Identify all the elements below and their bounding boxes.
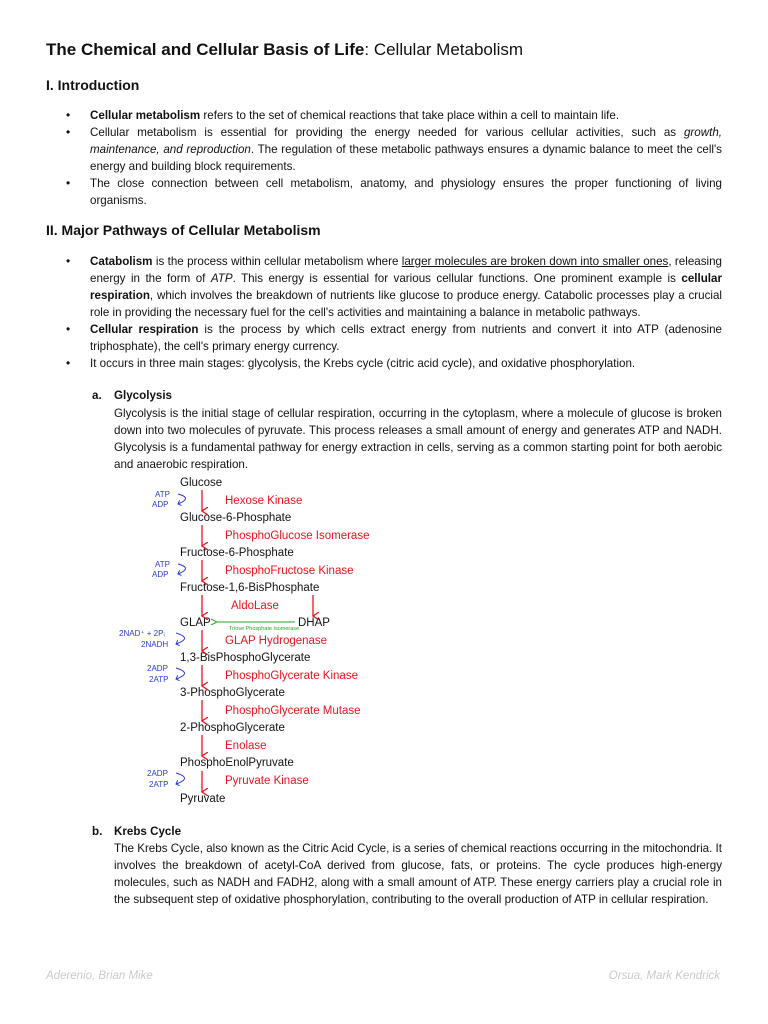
metabolite-label: PhosphoEnolPyruvate bbox=[180, 757, 294, 769]
metabolite-label: Glucose bbox=[180, 477, 223, 489]
metabolite-label: 1,3-BisPhosphoGlycerate bbox=[180, 652, 311, 664]
cofactor-label: 2NADH bbox=[141, 640, 169, 649]
enzyme-label: PhosphoGlycerate Mutase bbox=[225, 705, 361, 717]
cofactor-arrow bbox=[178, 564, 186, 574]
isomerase-label: Triose Phosphate Isomerase bbox=[229, 626, 300, 632]
cofactor-arrow bbox=[176, 633, 185, 644]
cofactor-arrows bbox=[176, 494, 186, 784]
intro-bullet-list bbox=[66, 107, 722, 209]
enzyme-label: GLAP Hydrogenase bbox=[225, 635, 328, 647]
cofactor-arrow bbox=[178, 494, 186, 504]
cofactor-label: ADP bbox=[152, 570, 169, 579]
krebs-paragraph: The Krebs Cycle, also known as the Citric Acid Cycle, is a series of chemical reactions occurring in the mitochondria. It involves the breakdown of acetyl-CoA derived from glucose, fats, or proteins. The cycle produces high-energy molecules, such as NADH and FADH2, along with a small amount of ATP. These energy carriers play a crucial role in the subsequent step of oxidative phosphorylation, contributing to the overall production of ATP in cellular respiration. bbox=[114, 842, 722, 906]
cofactor-label: 2ATP bbox=[149, 780, 169, 789]
cofactor-label: ADP bbox=[152, 500, 169, 509]
cofactor-arrow bbox=[176, 773, 185, 784]
page-title: The Chemical and Cellular Basis of Life: Cellular Metabolism bbox=[46, 40, 524, 59]
subheading-krebs-cycle: b. Krebs Cycle bbox=[92, 825, 182, 838]
metabolite-label: Glucose-6-Phosphate bbox=[180, 512, 292, 524]
list-item: • The close connection between cell metabolism, anatomy, and physiology ensures the proper functioning of living organisms. bbox=[66, 175, 722, 209]
section-heading-pathways: II. Major Pathways of Cellular Metabolism bbox=[46, 222, 321, 238]
metabolite-label: Fructose-1,6-BisPhosphate bbox=[180, 582, 320, 594]
section-heading-introduction: I. Introduction bbox=[46, 77, 140, 93]
list-item: • It occurs in three main stages: glycolysis, the Krebs cycle (citric acid cycle), and oxidative phosphorylation. bbox=[66, 355, 722, 372]
enzyme-label: Pyruvate Kinase bbox=[225, 775, 309, 787]
enzyme-label: Hexose Kinase bbox=[225, 495, 303, 507]
metabolite-label: DHAP bbox=[298, 617, 330, 629]
glycolysis-pathway-diagram bbox=[0, 470, 768, 810]
enzyme-label: PhosphoGlucose Isomerase bbox=[225, 530, 370, 542]
enzyme-label: Enolase bbox=[225, 740, 267, 752]
cofactor-label: 2ADP bbox=[147, 664, 168, 673]
metabolite-label: GLAP bbox=[180, 617, 211, 629]
cofactor-label: ATP bbox=[155, 490, 170, 499]
footer-author-left: Aderenio, Brian Mike bbox=[46, 970, 153, 982]
glycolysis-paragraph: Glycolysis is the initial stage of cellular respiration, occurring in the cytoplasm, where a molecule of glucose is broken down into two molecules of pyruvate. This process releases a small amount of energy and generates ATP and NADH. Glycolysis is a fundamental pathway for energy extraction in cells, serving as a common starting point for both aerobic and anaerobic respiration. bbox=[114, 407, 722, 471]
metabolite-label: Fructose-6-Phosphate bbox=[180, 547, 294, 559]
cofactor-label: 2NAD⁺ + 2Pᵢ bbox=[119, 629, 165, 638]
cofactor-label: 2ATP bbox=[149, 675, 169, 684]
enzyme-label: PhosphoGlycerate Kinase bbox=[225, 670, 358, 682]
metabolite-label: Pyruvate bbox=[180, 793, 226, 805]
subheading-glycolysis: a. Glycolysis bbox=[92, 389, 173, 402]
list-item: • Catabolism is the process within cellular metabolism where larger molecules are broken down into smaller ones, releasing energy in the form of ATP. This energy is essential for various cellular functions. One prominent example is cellular respiration, which involves the breakdown of nutrients like glucose to produce energy. Catabolic processes play a crucial role in providing the necessary fuel for the cell's activities and maintaining a balance in metabolic pathways. bbox=[66, 253, 722, 321]
cofactor-label: ATP bbox=[155, 560, 170, 569]
enzyme-label: PhosphoFructose Kinase bbox=[225, 565, 354, 577]
footer-author-right: Orsua, Mark Kendrick bbox=[608, 970, 720, 982]
list-item: • Cellular respiration is the process by which cells extract energy from nutrients and convert it into ATP (adenosine triphosphate), the cell's primary energy currency. bbox=[66, 321, 722, 355]
metabolite-label: 3-PhosphoGlycerate bbox=[180, 687, 285, 699]
cofactor-label: 2ADP bbox=[147, 769, 168, 778]
metabolite-label: 2-PhosphoGlycerate bbox=[180, 722, 285, 734]
list-item: • Cellular metabolism refers to the set of chemical reactions that take place within a cell to maintain life. bbox=[66, 107, 722, 124]
enzyme-label: AldoLase bbox=[231, 600, 279, 612]
pathways-bullet-list bbox=[66, 253, 722, 372]
list-item: • Cellular metabolism is essential for providing the energy needed for various cellular activities, such as growth, maintenance, and reproduction. The regulation of these metabolic pathways ensures a dynamic balance to meet the cell's energy and building block requirements. bbox=[66, 124, 722, 175]
cofactor-arrow bbox=[176, 668, 185, 679]
